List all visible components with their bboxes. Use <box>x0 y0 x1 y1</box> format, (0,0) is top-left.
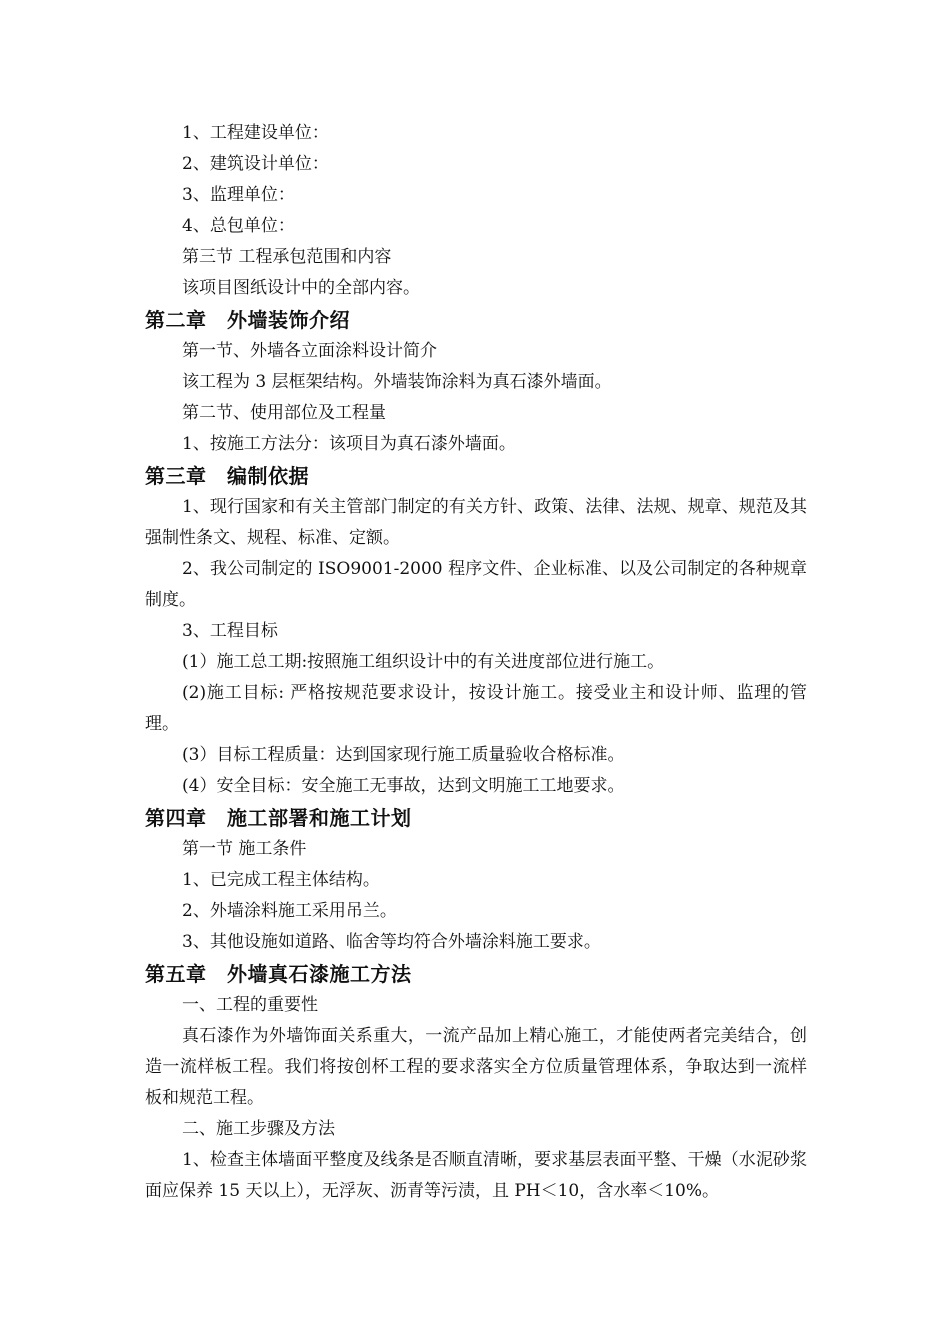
paragraph-goal-2: (2)施工目标: 严格按规范要求设计，按设计施工。接受业主和设计师、监理的管理。 <box>145 683 807 734</box>
section-heading-steps: 二、施工步骤及方法 <box>182 1119 335 1139</box>
paragraph-goals-title: 3、工程目标 <box>182 621 278 641</box>
paragraph-condition-3: 3、其他设施如道路、临舍等均符合外墙涂料施工要求。 <box>182 932 601 952</box>
section-heading-scope: 第三节 工程承包范围和内容 <box>182 247 392 267</box>
paragraph-supervision-unit: 3、监理单位： <box>182 185 295 205</box>
paragraph-condition-1: 1、已完成工程主体结构。 <box>182 870 380 890</box>
section-heading-importance: 一、工程的重要性 <box>182 995 318 1015</box>
paragraph-goal-1: (1）施工总工期:按照施工组织设计中的有关进度部位进行施工。 <box>182 652 665 672</box>
paragraph-scope: 该项目图纸设计中的全部内容。 <box>182 278 420 298</box>
paragraph-construction-unit: 1、工程建设单位： <box>182 123 329 143</box>
section-heading-conditions: 第一节 施工条件 <box>182 839 307 859</box>
paragraph-iso: 2、我公司制定的 ISO9001-2000 程序文件、企业标准、以及公司制定的各种规章制度。 <box>145 559 807 610</box>
paragraph-goal-3: (3）目标工程质量：达到国家现行施工质量验收合格标准。 <box>182 745 625 765</box>
paragraph-method: 1、按施工方法分：该项目为真石漆外墙面。 <box>182 434 516 454</box>
document-body <box>145 118 807 1207</box>
paragraph-regulations: 1、现行国家和有关主管部门制定的有关方针、政策、法律、法规、规章、规范及其强制性条文、规程、标准、定额。 <box>145 497 807 548</box>
chapter-heading-4: 第四章 施工部署和施工计划 <box>145 806 412 830</box>
paragraph-general-contractor: 4、总包单位： <box>182 216 295 236</box>
paragraph-step-1: 1、检查主体墙面平整度及线条是否顺直清晰，要求基层表面平整、干燥（水泥砂浆面应保养 15 天以上），无浮灰、沥青等污渍，且 PH＜10，含水率＜10%。 <box>145 1150 807 1201</box>
chapter-heading-3: 第三章 编制依据 <box>145 464 309 488</box>
paragraph-structure: 该工程为 3 层框架结构。外墙装饰涂料为真石漆外墙面。 <box>182 372 612 392</box>
chapter-heading-5: 第五章 外墙真石漆施工方法 <box>145 962 412 986</box>
section-heading-usage: 第二节、使用部位及工程量 <box>182 403 386 423</box>
chapter-heading-2: 第二章 外墙装饰介绍 <box>145 308 350 332</box>
section-heading-facade-design: 第一节、外墙各立面涂料设计简介 <box>182 341 437 361</box>
paragraph-condition-2: 2、外墙涂料施工采用吊兰。 <box>182 901 397 921</box>
paragraph-importance: 真石漆作为外墙饰面关系重大，一流产品加上精心施工，才能使两者完美结合，创造一流样板工程。我们将按创杯工程的要求落实全方位质量管理体系，争取达到一流样板和规范工程。 <box>145 1026 807 1108</box>
paragraph-goal-4: (4）安全目标：安全施工无事故，达到文明施工工地要求。 <box>182 776 625 796</box>
paragraph-design-unit: 2、建筑设计单位： <box>182 154 329 174</box>
